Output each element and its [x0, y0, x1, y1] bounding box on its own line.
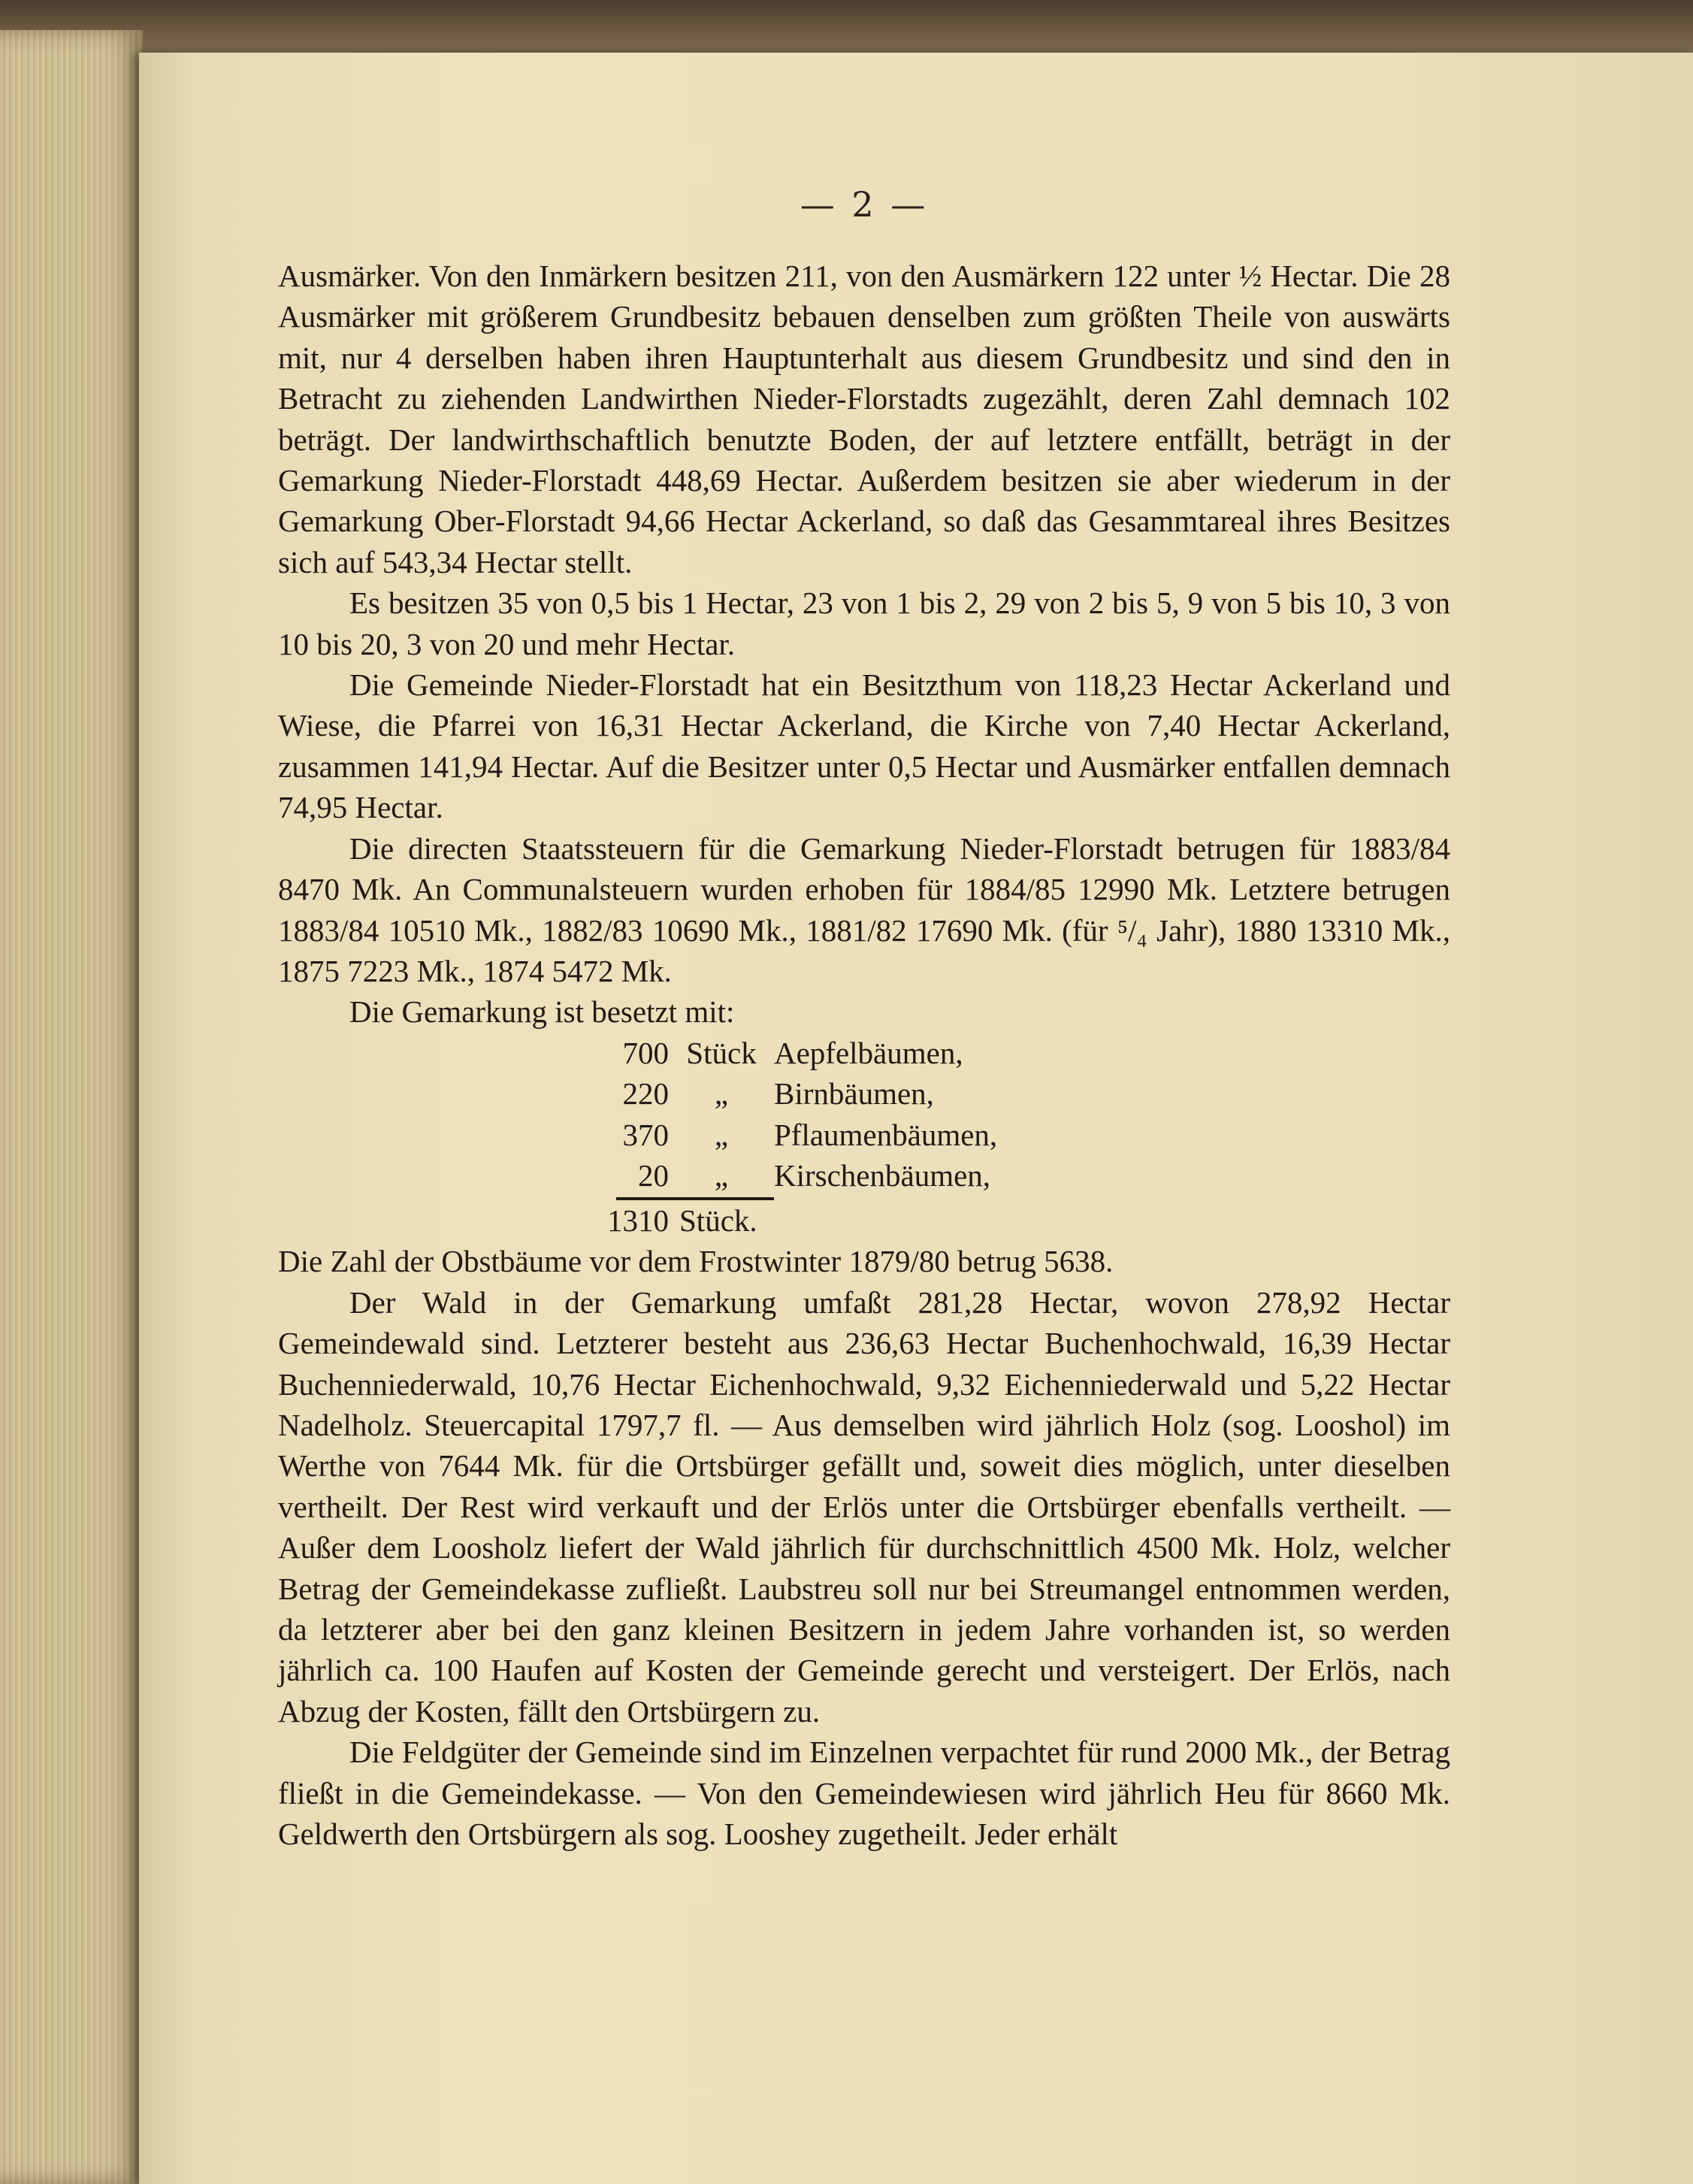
paragraph-5: Die Gemarkung ist besetzt mit:: [349, 994, 735, 1030]
paragraph-8: Die Feldgüter der Gemeinde sind im Einzelnen verpachtet für rund 2000 Mk., der Betrag fließt in die Gemeindekasse. — Von den Gemeindewiesen wird jährlich Heu für 8660 Mk. Geldwerth den Ortsbürgern als sog. Looshey zugetheilt. Jeder erhält: [278, 1735, 1450, 1851]
tree-row: [586, 1033, 1112, 1073]
paragraph-4: Die directen Staatssteuern für die Gemarkung Nieder-Florstadt betrugen für 1883/84 8470 Mk. An Communalsteuern wurden erhoben für 1884/85 12990 Mk. Letztere betrugen 1883/84 10510 Mk., 1882/83 10690 Mk., 1881/82 17690 Mk. (für ⁵/₄ Jahr), 1880 13310 Mk., 1875 7223 Mk., 1874 5472 Mk.: [278, 830, 1450, 988]
tree-table: [586, 1033, 1112, 1242]
tree-row: [586, 1115, 1112, 1155]
tree-name: Aepfelbäumen,: [774, 1035, 963, 1070]
tree-unit: „: [714, 1117, 729, 1152]
tree-row: [586, 1073, 1112, 1114]
tree-name: Birnbäumen,: [774, 1076, 934, 1112]
tree-unit: „: [714, 1076, 729, 1112]
page-body: [278, 256, 1450, 1854]
paragraph-7: Der Wald in der Gemarkung umfaßt 281,28 Hectar, wovon 278,92 Hectar Gemeindewald sind. Letzterer besteht aus 236,63 Hectar Buchenhochwald, 16,39 Hectar Buchenniederwald, 10,76 Hectar Eichenhochwald, 9,32 Eichenniederwald und 5,22 Hectar Nadelholz. Steuercapital 1797,7 fl. — Aus demselben wird jährlich Holz (sog. Looshol) im Werthe von 7644 Mk. für die Ortsbürger gefällt und, soweit dies möglich, unter dieselben vertheilt. Der Rest wird verkauft und der Erlös unter die Ortsbürger ebenfalls vertheilt. — Außer dem Loosholz liefert der Wald jährlich für durchschnittlich 4500 Mk. Holz, welcher Betrag der Gemeindekasse zufließt. Laubstreu soll nur bei Streumangel entnommen werden, da letzterer aber bei den ganz kleinen Besitzern in jedem Jahre vorhanden ist, so werden jährlich ca. 100 Haufen auf Kosten der Gemeinde gerecht und versteigert. Der Erlös, nach Abzug der Kosten, fällt den Ortsbürgern zu.: [278, 1284, 1450, 1729]
tree-count: 700: [622, 1035, 669, 1070]
paragraph-2: Es besitzen 35 von 0,5 bis 1 Hectar, 23 von 1 bis 2, 29 von 2 bis 5, 9 von 5 bis 10, 3 von 10 bis 20, 3 von 20 und mehr Hectar.: [278, 585, 1450, 661]
book-page-edges: [0, 30, 143, 2184]
tree-row: [586, 1155, 1112, 1196]
tree-count: 220: [622, 1076, 669, 1112]
tree-unit: „: [714, 1157, 729, 1193]
tree-total-row: [586, 1200, 1112, 1241]
tree-count: 20: [638, 1157, 669, 1193]
tree-unit: Stück: [686, 1035, 757, 1070]
tree-name: Pflaumenbäumen,: [774, 1117, 998, 1152]
tree-total-unit: Stück.: [679, 1202, 757, 1238]
page-number: — 2 —: [800, 184, 929, 225]
paragraph-6: Die Zahl der Obstbäume vor dem Frostwinter 1879/80 betrug 5638.: [278, 1244, 1114, 1279]
tree-total-count: 1310: [607, 1202, 669, 1238]
tree-count: 370: [622, 1117, 669, 1152]
tree-name: Kirschenbäumen,: [774, 1157, 991, 1193]
paragraph-1: Ausmärker. Von den Inmärkern besitzen 211, von den Ausmärkern 122 unter ½ Hectar. Die 28 Ausmärker mit größerem Grundbesitz bebauen denselben zum größten Theile von auswärts mit, nur 4 derselben haben ihren Hauptunterhalt aus diesem Grundbesitz und sind den in Betracht zu ziehenden Landwirthen Nieder-Florstadts zugezählt, deren Zahl demnach 102 beträgt. Der landwirthschaftlich benutzte Boden, der auf letztere entfällt, beträgt in der Gemarkung Nieder-Florstadt 448,69 Hectar. Außerdem besitzen sie aber wiederum in der Gemarkung Ober-Florstadt 94,66 Hectar Ackerland, so daß das Gesammtareal ihres Besitzes sich auf 543,34 Hectar stellt.: [278, 259, 1450, 579]
paragraph-3: Die Gemeinde Nieder-Florstadt hat ein Besitzthum von 118,23 Hectar Ackerland und Wiese, die Pfarrei von 16,31 Hectar Ackerland, die Kirche von 7,40 Hectar Ackerland, zusammen 141,94 Hectar. Auf die Besitzer unter 0,5 Hectar und Ausmärker entfallen demnach 74,95 Hectar.: [278, 667, 1450, 825]
